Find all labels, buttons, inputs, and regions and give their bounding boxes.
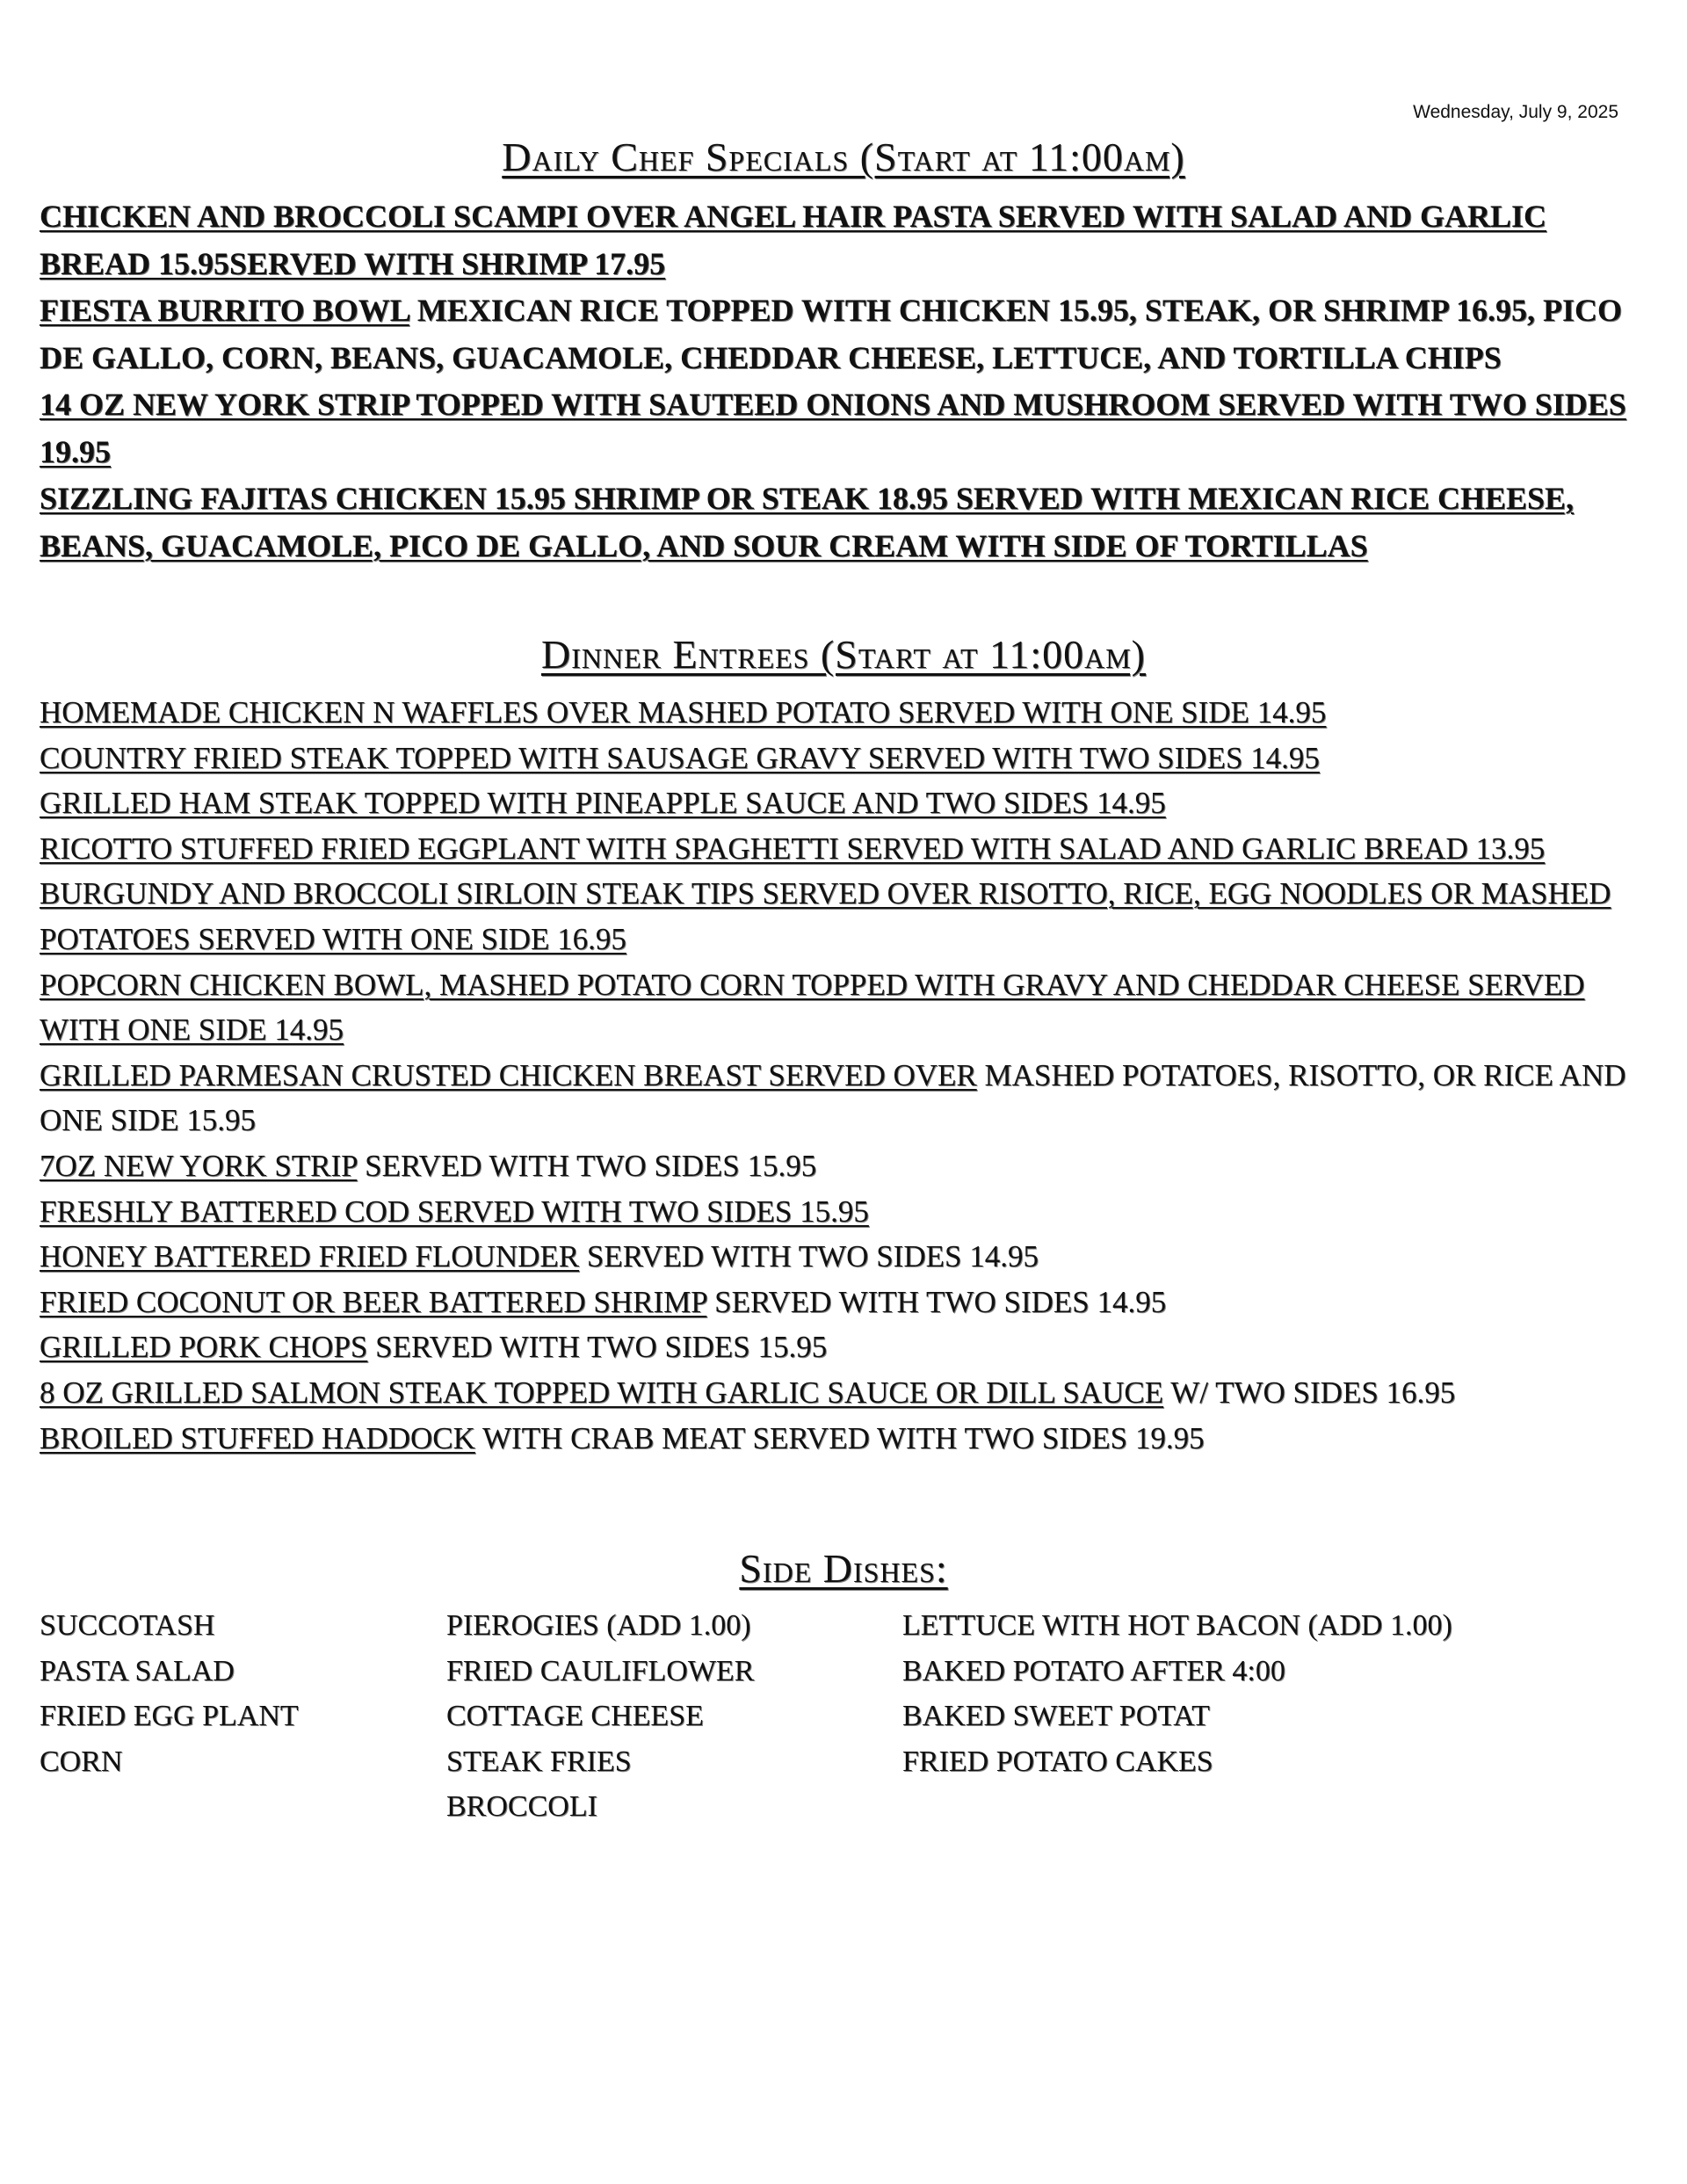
side-dish-item: FRIED EGG PLANT <box>40 1700 299 1733</box>
entree-item-text: GRILLED PORK CHOPS <box>40 1330 368 1365</box>
entree-item <box>40 1324 1639 1370</box>
entree-item-text: WITH CRAB MEAT SERVED WITH TWO SIDES 19.95 <box>474 1420 1205 1455</box>
special-item-text: CHICKEN AND BROCCOLI SCAMPI OVER ANGEL HAIR PASTA SERVED WITH SALAD AND GARLIC BREAD 15.95SERVED WITH SHRIMP 17.95 <box>40 199 1547 281</box>
entree-item-text: FRIED COCONUT OR BEER BATTERED SHRIMP <box>40 1284 707 1319</box>
side-dish-item: FRIED CAULIFLOWER <box>446 1654 755 1687</box>
entree-item-text: GRILLED PARMESAN CRUSTED CHICKEN BREAST SERVED OVER <box>40 1057 977 1092</box>
side-dish-item: PASTA SALAD <box>40 1654 235 1687</box>
entree-item-text: GRILLED HAM STEAK TOPPED WITH PINEAPPLE SAUCE AND TWO SIDES 14.95 <box>40 786 1166 821</box>
specials-heading: Daily Chef Specials (Start at 11:00am) <box>502 134 1185 179</box>
entree-item-text: BROILED STUFFED HADDOCK <box>40 1420 475 1455</box>
side-dish-item: CORN <box>40 1745 123 1778</box>
entree-item <box>40 871 1639 961</box>
entree-item-text: SERVED WITH TWO SIDES 15.95 <box>357 1148 817 1183</box>
entree-item-text: RICOTTO STUFFED FRIED EGGPLANT WITH SPAGHETTI SERVED WITH SALAD AND GARLIC BREAD 13.95 <box>40 831 1546 866</box>
entree-item-text: POPCORN CHICKEN BOWL, MASHED POTATO CORN TOPPED WITH GRAVY AND CHEDDAR CHEESE SERVED WITH ONE SIDE 14.95 <box>40 967 1585 1048</box>
entree-item-text: MASHED POTATOES, RISOTTO, OR RICE AND ONE SIDE 15.95 <box>40 1057 1626 1138</box>
special-item <box>40 381 1639 475</box>
side-dish-item: SUCCOTASH <box>40 1609 215 1642</box>
entree-item <box>40 826 1639 872</box>
side-dish-item: BAKED POTATO AFTER 4:00 <box>902 1654 1285 1687</box>
side-dish-item: STEAK FRIES <box>446 1745 632 1778</box>
entree-item <box>40 780 1639 826</box>
entree-item <box>40 690 1639 736</box>
special-item <box>40 193 1639 287</box>
entree-item <box>40 1143 1639 1189</box>
entree-item <box>40 1234 1639 1280</box>
special-item <box>40 287 1639 381</box>
menu-date: Wednesday, July 9, 2025 <box>1413 102 1618 122</box>
side-dishes-column-3 <box>902 1603 1452 1784</box>
entree-item <box>40 1280 1639 1325</box>
entree-item-text: W/ TWO SIDES 16.95 <box>1163 1375 1456 1410</box>
entree-item <box>40 1189 1639 1235</box>
entree-item <box>40 1053 1639 1143</box>
side-dish-item: LETTUCE WITH HOT BACON (ADD 1.00) <box>902 1609 1452 1642</box>
side-dish-item: BAKED SWEET POTAT <box>902 1700 1210 1733</box>
special-item <box>40 475 1639 570</box>
entree-item-text: SERVED WITH TWO SIDES 14.95 <box>579 1239 1039 1274</box>
side-dish-item: BROCCOLI <box>446 1790 597 1824</box>
entree-item-text: SERVED WITH TWO SIDES 15.95 <box>367 1330 828 1365</box>
entree-item <box>40 1416 1639 1462</box>
special-item-text: 14 OZ NEW YORK STRIP TOPPED WITH SAUTEED ONIONS AND MUSHROOM SERVED WITH TWO SIDES 19.95 <box>40 387 1626 469</box>
entrees-list <box>40 690 1639 1461</box>
side-dish-item: PIEROGIES (ADD 1.00) <box>446 1609 751 1642</box>
entree-item-text: FRESHLY BATTERED COD SERVED WITH TWO SIDES 15.95 <box>40 1194 869 1229</box>
entree-item-text: BURGUNDY AND BROCCOLI SIRLOIN STEAK TIPS SERVED OVER RISOTTO, RICE, EGG NOODLES OR MASHED POTATOES SERVED WITH ONE SIDE 16.95 <box>40 876 1611 956</box>
side-dishes-column-1 <box>40 1603 299 1784</box>
sides-heading: Side Dishes: <box>739 1546 948 1591</box>
entree-item-text: HONEY BATTERED FRIED FLOUNDER <box>40 1239 580 1274</box>
side-dish-item: FRIED POTATO CAKES <box>902 1745 1213 1778</box>
specials-list <box>40 193 1639 570</box>
side-dishes-column-2 <box>446 1603 754 1830</box>
entree-item-text: SERVED WITH TWO SIDES 14.95 <box>706 1284 1167 1319</box>
entree-item <box>40 1370 1639 1416</box>
special-item-text: FIESTA BURRITO BOWL <box>40 293 409 328</box>
side-dish-item: COTTAGE CHEESE <box>446 1700 704 1733</box>
entrees-heading: Dinner Entrees (Start at 11:00am) <box>540 632 1146 677</box>
entree-item-text: COUNTRY FRIED STEAK TOPPED WITH SAUSAGE GRAVY SERVED WITH TWO SIDES 14.95 <box>40 740 1320 775</box>
entree-item-text: HOMEMADE CHICKEN N WAFFLES OVER MASHED POTATO SERVED WITH ONE SIDE 14.95 <box>40 695 1327 729</box>
entree-item-text: 7OZ NEW YORK STRIP <box>40 1148 358 1183</box>
entree-item <box>40 736 1639 781</box>
entree-item-text: 8 OZ GRILLED SALMON STEAK TOPPED WITH GARLIC SAUCE OR DILL SAUCE <box>40 1375 1164 1410</box>
special-item-text: SIZZLING FAJITAS CHICKEN 15.95 SHRIMP OR STEAK 18.95 SERVED WITH MEXICAN RICE CHEESE, BEANS, GUACAMOLE, PICO DE GALLO, AND SOUR CREAM WITH SIDE OF TORTILLAS <box>40 481 1575 563</box>
special-item-text: MEXICAN RICE TOPPED WITH CHICKEN 15.95, STEAK, OR SHRIMP 16.95, PICO DE GALLO, CORN, BEANS, GUACAMOLE, CHEDDAR CHEESE, LETTUCE, AND TORTILLA CHIPS <box>40 293 1622 375</box>
entree-item <box>40 962 1639 1053</box>
